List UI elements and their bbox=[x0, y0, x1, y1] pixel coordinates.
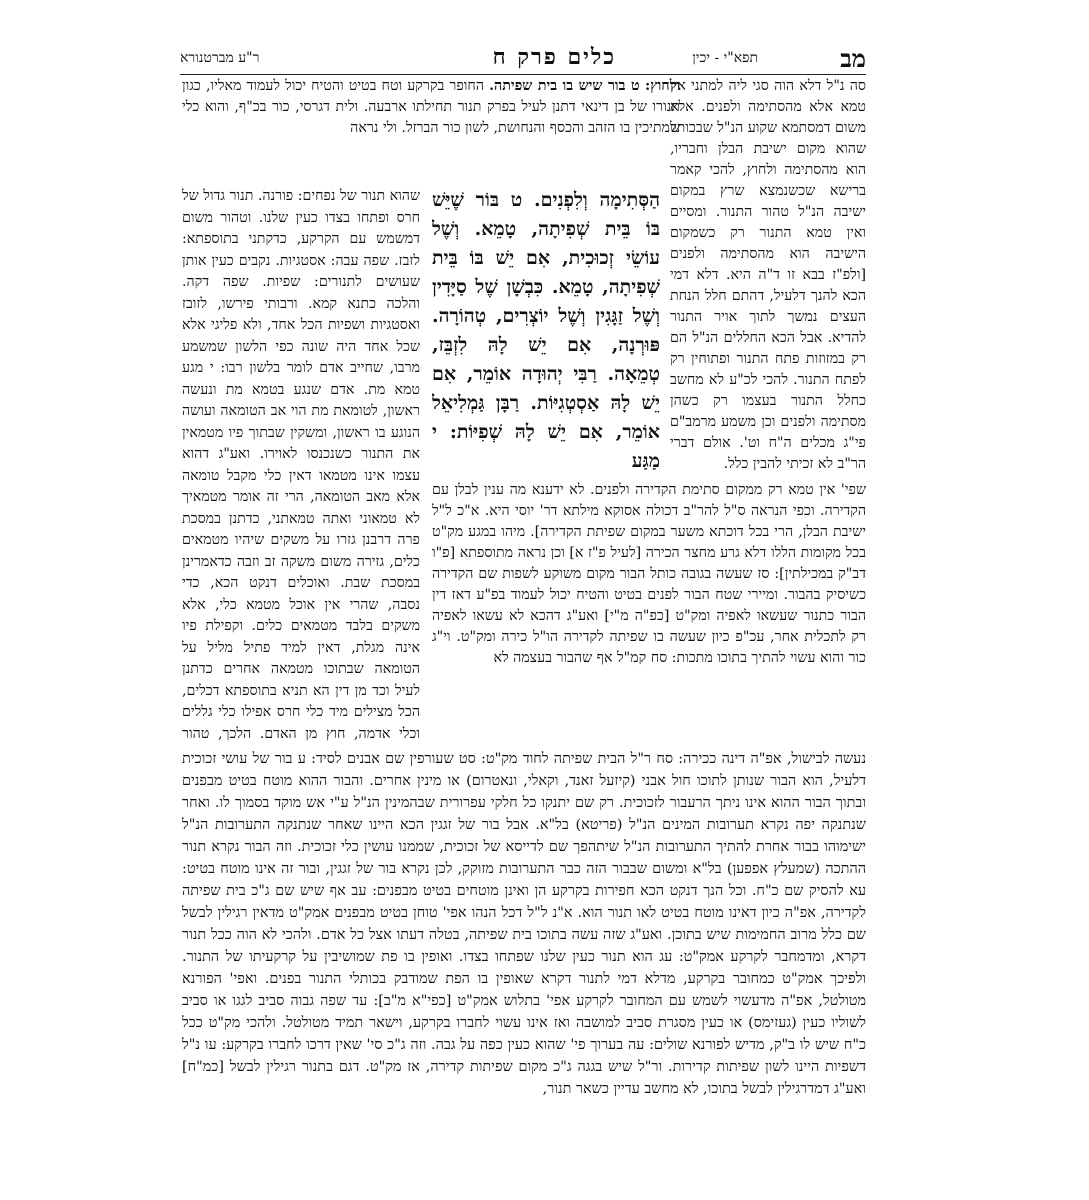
bartenura-commentary-side bbox=[182, 186, 420, 746]
tractate-title: כלים פרק ח bbox=[492, 44, 616, 70]
mishna-text: הַסְּתִימָה וְלִפְנִים. ט בּוֹר שֶׁיֵּשׁ בּוֹ בֵּית שְׁפִיתָה, טָמֵא. וְשֶׁל עוֹשֵׂי זְכוּכִית, אִם יֵשׁ בּוֹ בֵּית שְׁפִיתָה, טָמֵא. כִּבְשָׁן שֶׁל סַיָּדִין וְשֶׁל זַגָּגִין וְשֶׁל יוֹצְרִים, טְהוֹרָה. פּוּרְנָה, אִם יֵשׁ לָהּ לִזְבֵּז, טְמֵאָה. רַבִּי יְהוּדָה אוֹמֵר, אִם יֵשׁ לָהּ אַסְטְגִיּוֹת. רַבָּן גַּמְלִיאֵל אוֹמֵר, אִם יֵשׁ לָהּ שְׁפִיּוֹת: י מַגַּע bbox=[432, 189, 660, 472]
page-header bbox=[180, 44, 866, 75]
tiferet-mid-text: שפי' אין טמא רק ממקום סתימת הקדירה ולפנים. לא ידענא מה ענין לבלן עם הקדירה. וכפי הנראה ס"ל להר"ב דכולה אסוקא מילתא דר' יוסי היא. א"כ ל"ל ישיבת הבלן, הרי בכל דוכתא משער במקום שפיתת הקדירה]. מיהו במגע מק"ט בכל מקומות הללו דלא גרע מחצר הכירה [לעיל פ"ז א] וכן נראה מתוספתא [פ"ו דב"ק במכילתין]: סז שעשה בגובה כותל הבור מקום משוקע לשפות שם הקדירה כשיסיק בהבור. ומיירי שטח הבור לפנים בטיט והטיח יכול לעמוד בפ"ע דאז דין הבור כתנור שעשאו לאפיה ומק"ט [כפ"ה מ"י] ואע"ג דהכא לא עשאו לאפיה רק לתכלית אחר, עכ"פ כיון שעשה בו שפיתה לקדירה הו"ל כירה ומק"ט. וי"ג כור והוא עשוי להתיך בתוכו מתכות: סח קמ"ל אף שהבור בעצמה לא bbox=[432, 482, 866, 666]
tiferet-right-text: סה נ"ל דלא הוה סגי ליה למתני אין טמא אלא מהסתימה ולפנים. אלא משום דמסתמא שקוע הנ"ל שבכותל שהוא מקום ישיבת הבלן וחבריו, הוא מהסתימה ולחוץ, להכי קאמר ברישא שכשנמצא שרץ במקום ישיבה הנ"ל טהור התנור. ומסיים ואין טמא התנור רק כשמקום הישיבה הוא מהסתימה ולפנים [ולפ"ז בבא זו ד"ה היא. דלא דמי הכא להנך דלעיל, דהתם חלל הנחת העצים נמשך לתוך אויר התנור להדיא. אבל הכא החללים הנ"ל הם רק במזוזות פתח התנור ופתוחין רק לפתח התנור. להכי לכ"ע לא מחשב כחלל התנור בעצמו רק כשהן מסתימה ולפנים וכן משמע מרמב"ם פי"ג מכלים ה"ח וט'. אולם דברי הר"ב לא זכיתי להבין כלל. bbox=[670, 78, 866, 472]
page-number: מב bbox=[840, 44, 866, 73]
tiferet-commentary-bottom bbox=[182, 748, 866, 1168]
bartenura-running-head: ר"ע מברטנורא bbox=[180, 50, 260, 66]
tosafot-running-head: תפא"י - יכין bbox=[692, 50, 758, 66]
mishna-text-block bbox=[432, 186, 660, 476]
tiferet-commentary-middle bbox=[432, 480, 866, 746]
bartenura-top-paragraph bbox=[182, 76, 680, 139]
tiferet-bottom-text: נעשה לבישול, אפ"ה דינה ככירה: סח ר"ל הבית שפיתה לחוד מק"ט: סט שעורפין שם אבנים לסיד: ע בור של עושי זכוכית דלעיל, הוא הבור שנותן לתוכו חול אבני (קיזעל זאנד, וקאלי, ונאטרום) או מינין אחרים. והבור ההוא מוטח בטיט מבפנים ובתוך הבור ההוא אינו ניתך הרעבור לזכוכית. רק שם יתנקו כל חלקי עפרורית שבהמינין הנ"ל ע"י אש מוקד בסמוך לו. ואחר שנתנקה יפה נקרא תערובות המינים הנ"ל (פריטא) בל"א. אבל בור של זגגין הכא היינו שאחר שנתנקה התערובות הנ"ל ישימוהו בבור אחרת להתיך התערובות הנ"ל שיתהפך שם לדייסא של זכוכית, שממנו עושין כלי זכוכית. וזה הבור נקרא תנור ההתכה (שמעלץ אפפען) בל"א ומשום שבבור הזה כבר התערובות מזוקק, לכן נקרא בור של זגגין, ובור זה אינו מוטח בטיט: עא להסיק שם כ"ח. וכל הנך דנקט הכא חפירות בקרקע הן ואינן מוטחים בטיט מבפנים: עב אף שיש שם ג"כ בית שפיתה לקדירה, אפ"ה כיון דאינו מוטח בטיט לאו תנור הוא. א"נ ל"ל דכל הנהו אפי' טוחן בטיט מבפנים אמק"ט מדאין רגילין לבשל שם כלל מרוב החמימות שיש בתוכן. ואע"ג שזה עשה בתוכו בית שפיתה, בטלה דעתו אצל כל אדם. ולהכי לא הוה ככל תנור דקרא, ומדמחבר לקרקע אמק"ט: עג הוא תנור כעין שלנו שפתחו בצדו. ואופין בו פת שמושיבין על קרקעיתו של התנור. ולפיכך אמק"ט כמחובר בקרקע, מדלא דמי לתנור דקרא שאופין בו הפת שמודבק בכותלי התנור בפנים. ואפי' הפורנא מטולטל, אפ"ה מדעשוי לשמש עם המחובר לקרקע אפי' בתלוש אמק"ט [כפי"א מ"ב]: עד שפה גבוה סביב לגגו או סביב לשוליו כעין (געזימס) או כעין מסגרת סביב למושבה ואז אינו עשוי לחברו בקרקע, וישאר תמיד מטולטל. ולהכי מק"ט ככל כ"ח שיש לו ב"ק, מדיש לפורנא שולים: עה בערוך פי' שהוא כעין כפה על גבה. וזה ג"כ סי' שאין דרכו לחברו בקרקע: עו נ"ל דשפיות היינו לשון שפיתות קדירות. ור"ל שיש בגגה ג"כ מקום שפיתות קדירה, אז מק"ט. דגם בתנור רגילין לבשל [כמ"ח] ואע"ג דמדרגילין לבשל בתוכו, לא מחשב עדיין כשאר תנור, bbox=[182, 751, 866, 1097]
bartenura-top-text: החופר בקרקע וטח בטיט והטיח יכול לעמוד מאליו, כגון תנורו של בן דינאי דתנן לעיל בפרק תנור תחילתו ארבעה. ולית דגרסי, כור בכ"ף, והוא כלי שמתיכין בו הזהב והכסף והנחושת, לשון כור הברזל. ולי נראה bbox=[182, 78, 680, 136]
tiferet-commentary-right bbox=[670, 76, 866, 480]
bartenura-top-label: ולחוץ: ט בור שיש בו בית שפיתה. bbox=[489, 78, 680, 94]
bartenura-side-text: שהוא תנור של נפחים: פורנה. תנור גדול של חרס ופתחו בצדו כעין שלנו. וטהור משום דמשמש עם הקרקע, כדקתני בתוספתא: לזבז. שפה עבה: אסטגיות. נקבים כעין אותן שעושים לתנורים: שפיות. שפה דקה. והלכה כתנא קמא. ורבותי פירשו, לזובז ואסטגיות ושפיות הכל אחד, ולא פליגי אלא שכל אחד היה שונה כפי הלשון שמשמע מרבו, שחייב אדם לומר בלשון רבו: י מגע טמא מת. אדם שנגע בטמא מת ונעשה ראשון, לטומאת מת הוי אב הטומאה ועושה הנוגע בו ראשון, ומשקין שבתוך פיו מטמאין את התנור כשנכנסו לאוירו. ואע"ג דהוא עצמו אינו מטמאו דאין כלי מקבל טומאה אלא מאב הטומאה, הרי זה אומר מטמאיך לא טמאוני ואתה טמאתני, כדתנן במסכת פרה דרבנן גזרו על משקים שיהיו מטמאים כלים, גזירה משום משקה זב וזבה כדאמרינן במסכת שבת. ואוכלים דנקט הכא, כדי נסבה, שהרי אין אוכל מטמא כלי, אלא משקים בלבד מטמאים כלים. וקפילת פיו אינה מגלת, דאין למיד פתיל מליל על הטומאה שבתוכו מטמאה אחרים כדתנן לעיל וכד מן דין הא תניא בתוספתא דכלים, הכל מצילים מיד כלי חרס אפילו כלי גללים וכלי אדמה, חוץ מן האדם. הלכך, טהור bbox=[182, 188, 420, 742]
bartenura-commentary-top bbox=[182, 76, 680, 186]
